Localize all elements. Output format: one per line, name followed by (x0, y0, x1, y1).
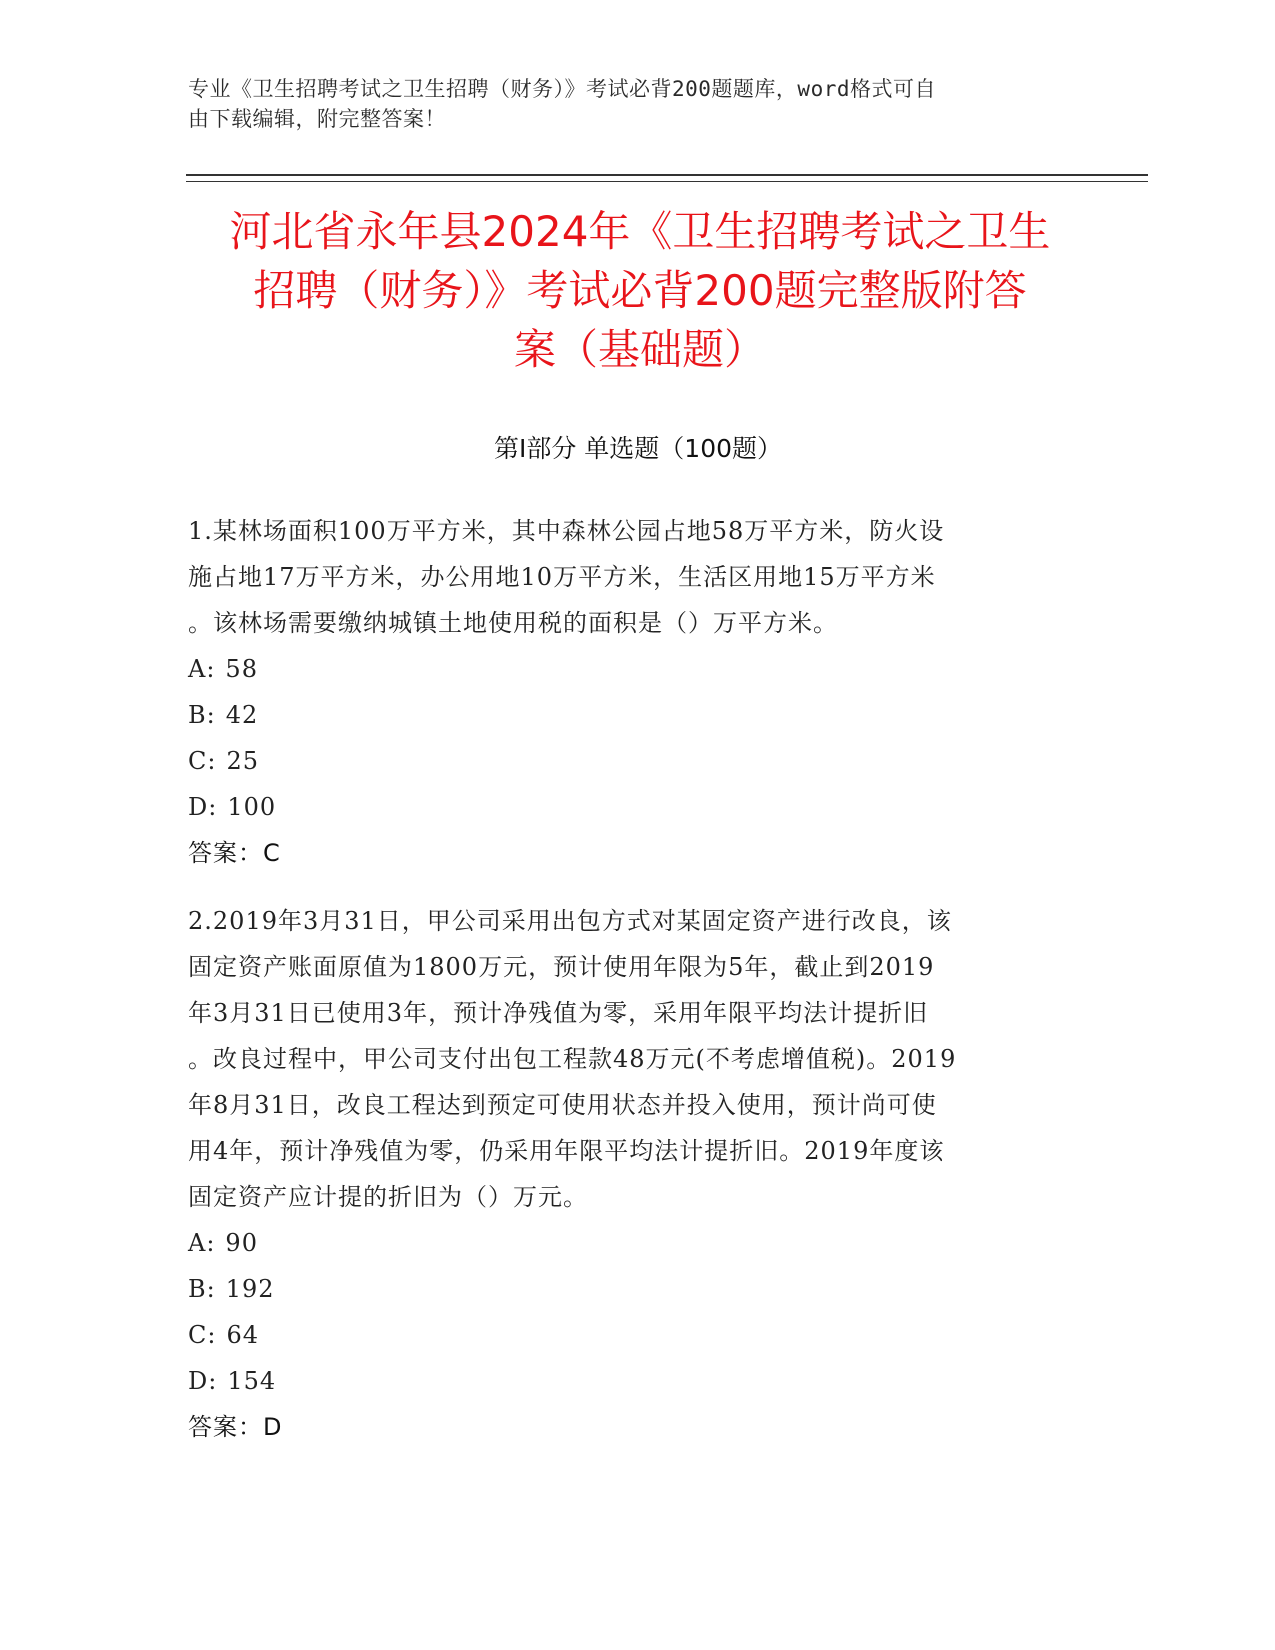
option-text: 58 (225, 655, 258, 683)
option-text: 42 (225, 701, 259, 729)
option-a (188, 1220, 1088, 1266)
option-label: A: (188, 1229, 216, 1257)
option-d (188, 784, 1088, 830)
intro-note (188, 74, 1088, 134)
intro-line-2: 由下载编辑，附完整答案！ (188, 107, 446, 131)
question-stem-line: 。改良过程中，甲公司支付出包工程款48万元(不考虑增值税)。2019 (188, 1045, 957, 1073)
question-stem-line: 1.某林场面积100万平方米，其中森林公园占地58万平方米，防火设 (188, 517, 945, 545)
option-text: 100 (227, 793, 277, 821)
option-text: 64 (226, 1321, 259, 1349)
question-2 (188, 898, 1088, 1450)
option-label: C: (188, 747, 217, 775)
title-line-2: 招聘（财务）》考试必背200题完整版附答 (253, 266, 1027, 315)
question-stem-line: 用4年，预计净残值为零，仍采用年限平均法计提折旧。2019年度该 (188, 1137, 945, 1165)
option-text: 154 (227, 1367, 277, 1395)
option-d (188, 1358, 1088, 1404)
question-stem-line: 年8月31日，改良工程达到预定可使用状态并投入使用，预计尚可使 (188, 1091, 937, 1119)
question-stem-line: 固定资产账面原值为1800万元，预计使用年限为5年，截止到2019 (188, 953, 935, 981)
title-line-3: 案（基础题） (513, 325, 766, 374)
answer-line: 答案：C (188, 839, 281, 867)
option-label: B: (188, 701, 216, 729)
option-text: 90 (225, 1229, 258, 1257)
option-label: A: (188, 655, 216, 683)
option-label: C: (188, 1321, 217, 1349)
option-label: B: (188, 1275, 216, 1303)
option-label: D: (188, 793, 218, 821)
question-stem-line: 施占地17万平方米，办公用地10万平方米，生活区用地15万平方米 (188, 563, 936, 591)
option-b (188, 1266, 1088, 1312)
option-c (188, 1312, 1088, 1358)
question-stem-line: 年3月31日已使用3年，预计净残值为零，采用年限平均法计提折旧 (188, 999, 929, 1027)
option-text: 25 (226, 747, 259, 775)
option-text: 192 (225, 1275, 275, 1303)
intro-line-1: 专业《卫生招聘考试之卫生招聘（财务）》考试必背200题题库，word格式可自 (188, 77, 936, 101)
document-title (180, 202, 1100, 379)
option-c (188, 738, 1088, 784)
question-stem-line: 。该林场需要缴纳城镇土地使用税的面积是（）万平方米。 (188, 609, 838, 637)
option-b (188, 692, 1088, 738)
header-divider-thick (186, 174, 1148, 176)
option-a (188, 646, 1088, 692)
section-heading: 第Ⅰ部分 单选题（100题） (493, 434, 783, 463)
answer-line: 答案：D (188, 1413, 283, 1441)
title-line-1: 河北省永年县2024年《卫生招聘考试之卫生 (229, 207, 1051, 256)
header-divider-thin (186, 181, 1148, 182)
question-stem-line: 2.2019年3月31日，甲公司采用出包方式对某固定资产进行改良，该 (188, 907, 952, 935)
option-label: D: (188, 1367, 218, 1395)
question-stem-line: 固定资产应计提的折旧为（）万元。 (188, 1183, 588, 1211)
question-1 (188, 508, 1088, 876)
